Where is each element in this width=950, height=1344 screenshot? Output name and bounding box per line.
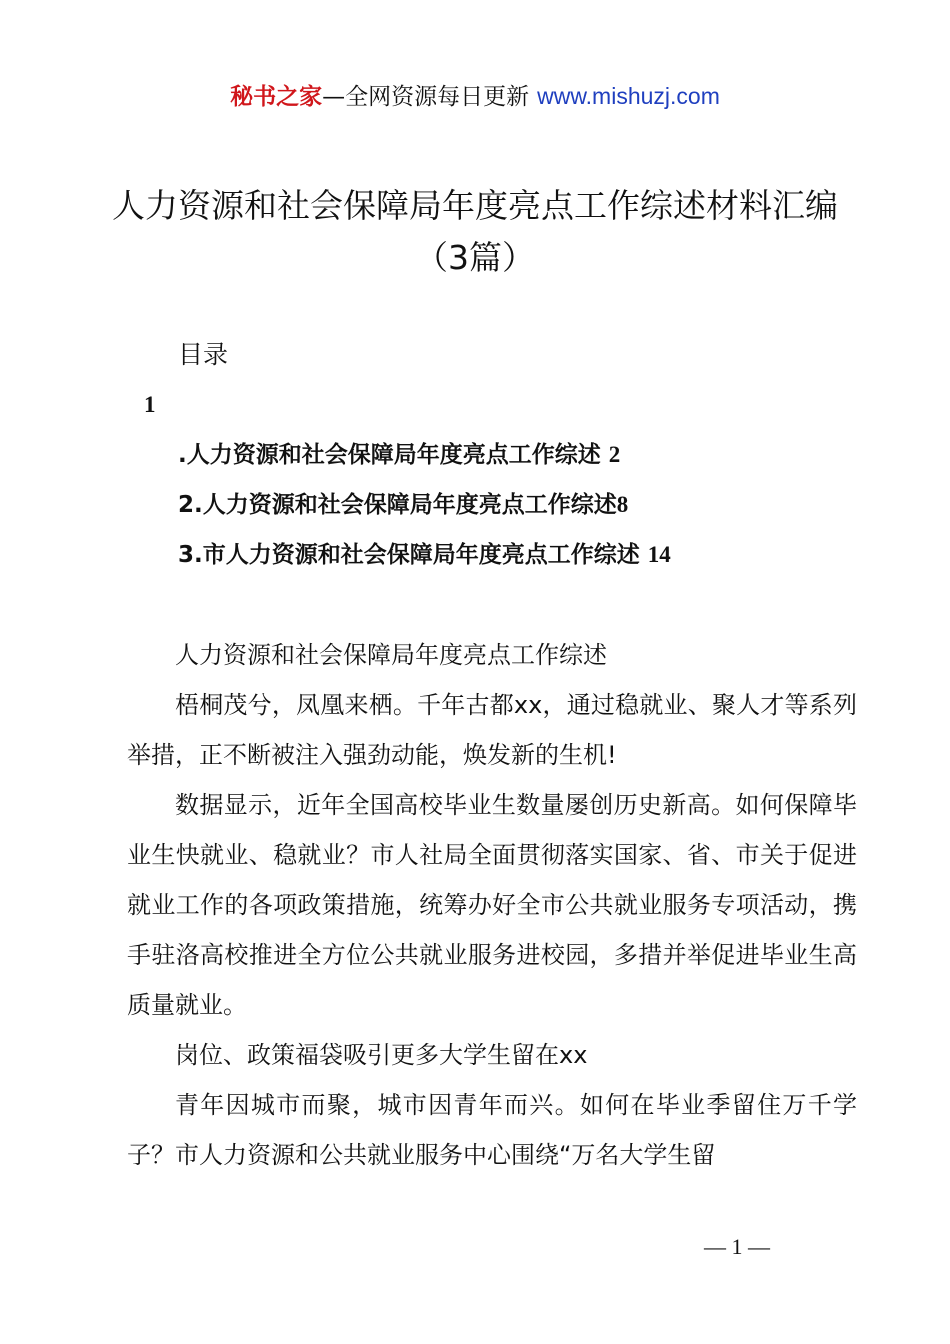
site-tagline: —全网资源每日更新: [322, 84, 530, 110]
toc-item-label: .人力资源和社会保障局年度亮点工作综述: [178, 442, 601, 468]
toc-first-number: 1: [144, 392, 156, 417]
section-title: 人力资源和社会保障局年度亮点工作综述: [175, 641, 607, 669]
toc-item-page: 8: [616, 492, 629, 517]
body-paragraph: 青年因城市而聚，城市因青年而兴。如何在毕业季留住万千学子？市人力资源和公共就业服务中心围绕“万名大学生留: [127, 1091, 857, 1169]
body-paragraph: 梧桐茂兮，凤凰来栖。千年古都xx，通过稳就业、聚人才等系列举措，正不断被注入强劲动能，焕发新的生机!: [127, 691, 857, 769]
toc-item-3[interactable]: [178, 537, 671, 573]
toc-heading: 目录: [178, 340, 229, 369]
toc-item-1[interactable]: [178, 437, 620, 473]
site-header: [0, 80, 950, 113]
toc-item-page: 2: [608, 442, 621, 467]
page-number: — 1 —: [704, 1234, 770, 1259]
document-body: [127, 630, 857, 1180]
document-title: 人力资源和社会保障局年度亮点工作综述材料汇编（3篇）: [112, 186, 838, 277]
toc-item-2[interactable]: [178, 487, 628, 523]
body-paragraph: 数据显示，近年全国高校毕业生数量屡创历史新高。如何保障毕业生快就业、稳就业？市人社局全面贯彻落实国家、省、市关于促进就业工作的各项政策措施，统筹办好全市公共就业服务专项活动，携手驻洛高校推进全方位公共就业服务进校园，多措并举促进毕业生高质量就业。: [127, 791, 857, 1019]
sub-heading: 岗位、政策福袋吸引更多大学生留在xx: [175, 1041, 588, 1069]
toc-item-label: 3.市人力资源和社会保障局年度亮点工作综述: [178, 542, 640, 568]
toc-item-label: 2.人力资源和社会保障局年度亮点工作综述: [178, 492, 617, 518]
site-url-link[interactable]: www.mishuzj.com: [537, 83, 720, 109]
site-brand: 秘书之家: [230, 84, 323, 110]
toc-item-page: 14: [647, 542, 671, 567]
